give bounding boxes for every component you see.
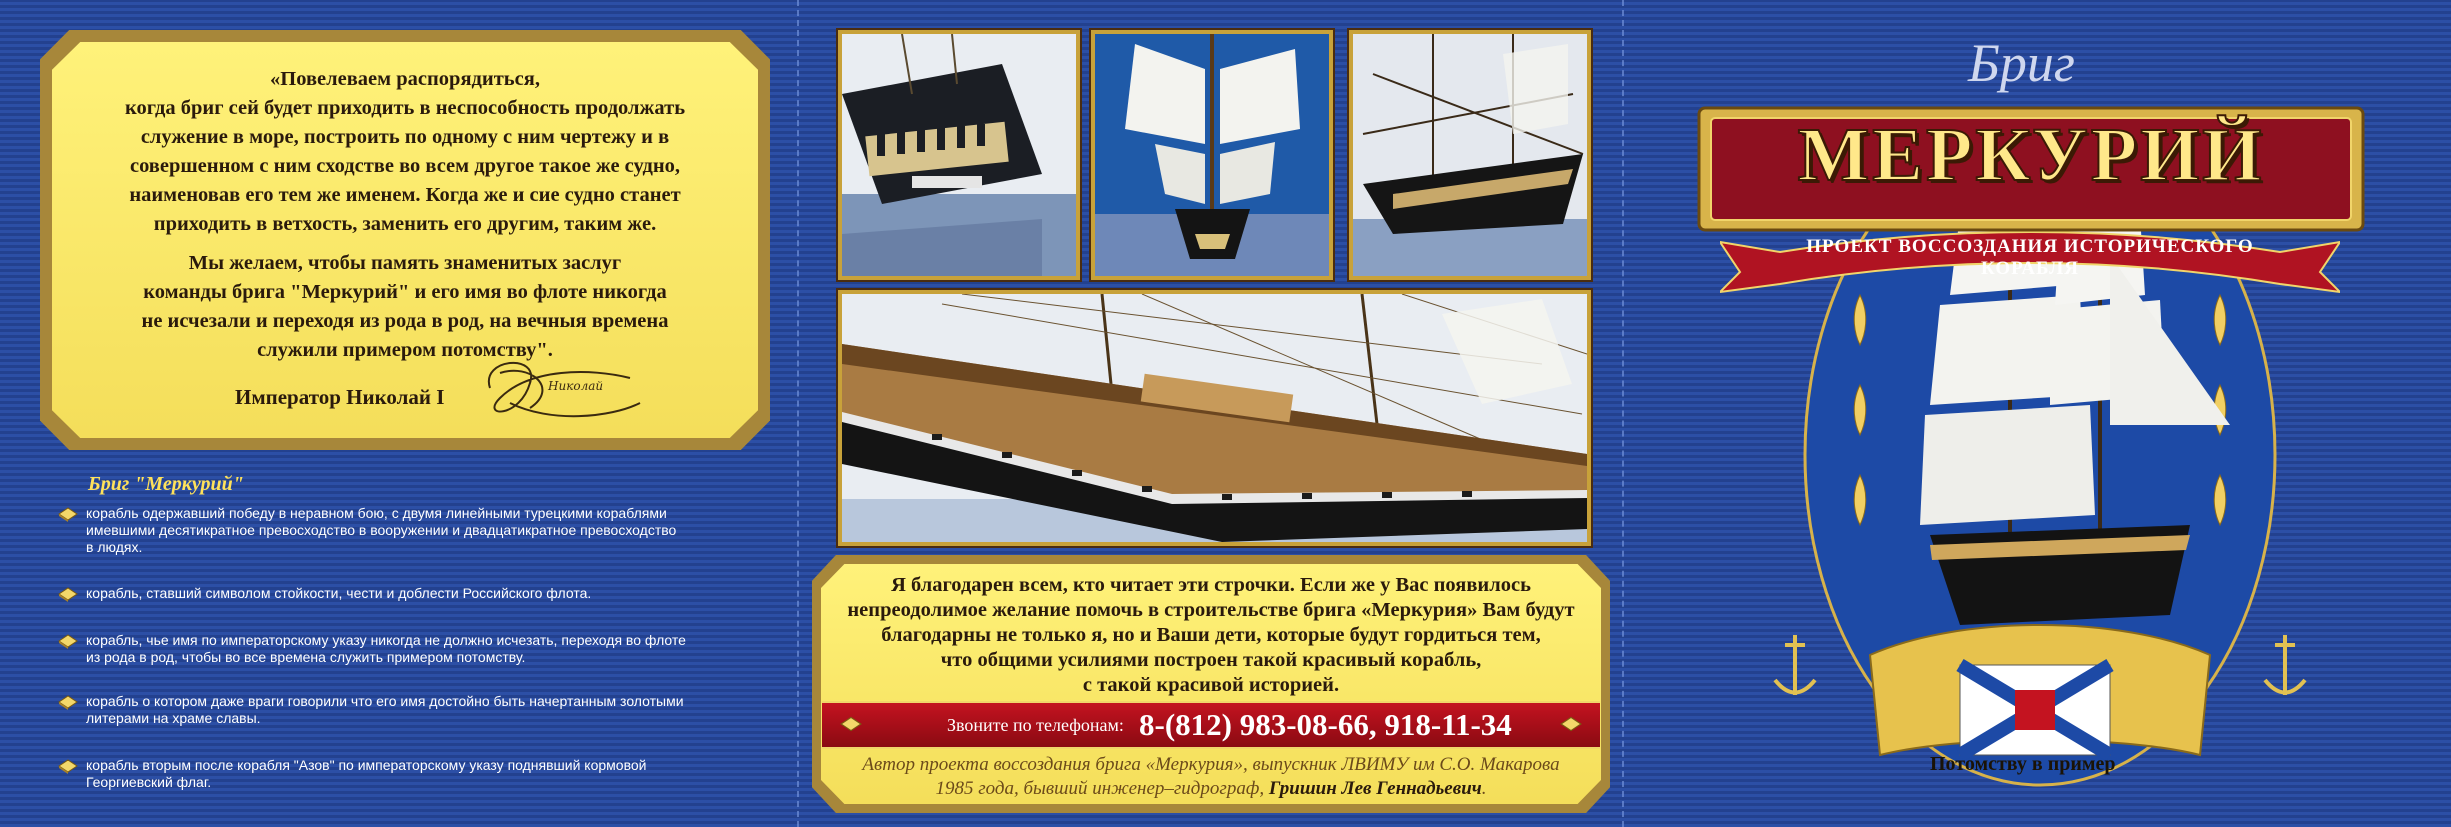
gold-bullet-icon: [58, 633, 78, 649]
phone-label: Звоните по телефонам:: [947, 715, 1124, 735]
author-end: .: [1481, 778, 1487, 799]
list-item: [56, 693, 736, 727]
ribbon-text: ПРОЕКТ ВОССОЗДАНИЯ ИСТОРИЧЕСКОГО КОРАБЛЯ: [1806, 236, 2254, 279]
gold-bullet-icon: [58, 506, 78, 522]
phone-bar: [822, 701, 1600, 749]
photo-side: [1349, 30, 1591, 280]
quote-signer: Император Николай I: [235, 385, 445, 409]
thanks-line: благодарны не только я, но и Ваши дети, которые будут гордиться тем,: [881, 624, 1541, 646]
ship-name-title: МЕРКУРИЙ: [1797, 113, 2265, 197]
photo-bow: [1091, 30, 1333, 280]
thanks-message: [842, 573, 1580, 698]
author-line: 1985 года, бывший инженер–гидрограф,: [935, 778, 1265, 799]
author-line: Автор проекта воссоздания брига «Меркурия», выпускник ЛВИМУ им С.О. Макарова: [862, 754, 1560, 775]
photo-deck-model: [838, 290, 1591, 546]
fact-text: корабль вторым после корабля "Азов" по императорскому указу поднявший кормовой: [86, 757, 647, 773]
phone-numbers[interactable]: 8-(812) 983-08-66, 918-11-34: [1139, 707, 1512, 742]
thanks-line: что общими усилиями построен такой красивый корабль,: [940, 649, 1482, 671]
fold-line-right: [1622, 0, 1624, 827]
gold-bullet-icon: [58, 694, 78, 710]
fact-text: из рода в род, чтобы во все времена служить примером потомству.: [86, 649, 526, 665]
fact-text: Георгиевский флаг.: [86, 774, 212, 790]
signature-text: Николай: [548, 379, 604, 393]
gold-bullet-icon: [1560, 715, 1582, 733]
st-andrew-flag-icon: [1960, 665, 2110, 755]
quote-line: Мы желаем, чтобы память знаменитых заслуг: [188, 252, 622, 274]
thanks-line: Я благодарен всем, кто читает эти строчки. Если же у Вас появилось: [891, 574, 1531, 596]
quote-line: служили примером потомству".: [257, 339, 553, 361]
thanks-plaque: [812, 555, 1610, 813]
thanks-line: непреодолимое желание помочь в строительстве брига «Меркурия» Вам будут: [847, 599, 1575, 621]
quote-line: когда бриг сей будет приходить в неспособность продолжать: [124, 97, 686, 119]
facts-title: Бриг "Меркурий": [88, 473, 244, 495]
quote-line: приходить в ветхость, заменить его другим, таким же.: [153, 213, 657, 235]
cover-brig-word: Бриг: [1968, 33, 2075, 93]
cover-motto: Потомству в пример: [1930, 753, 2116, 775]
quote-line: совершенном с ним сходстве во всем другое такое же судно,: [129, 155, 681, 177]
fact-text: корабль, чье имя по императорскому указу никогда не должно исчезать, переходя во флоте: [86, 632, 686, 648]
gold-bullet-icon: [58, 758, 78, 774]
author-credit: [832, 753, 1590, 801]
fact-text: корабль одержавший победу в неравном бою, с двумя линейными турецкими кораблями: [86, 505, 667, 521]
decree-quote: [80, 65, 730, 375]
quote-line: не исчезали и переходя из рода в род, на вечныя времена: [141, 310, 669, 332]
author-name: Гришин Лев Геннадьевич: [1268, 778, 1482, 799]
gold-bullet-icon: [840, 715, 862, 733]
fact-text: имевшими десятикратное превосходство в вооружении и двадцатикратное превосходство: [86, 522, 677, 538]
fact-text: корабль о котором даже враги говорили что его имя достойно быть начертанным золотыми: [86, 693, 684, 709]
gold-bullet-icon: [58, 586, 78, 602]
quote-line: команды брига "Меркурий" и его имя во флоте никогда: [143, 281, 667, 303]
fact-text: в людях.: [86, 539, 143, 555]
list-item: [56, 632, 736, 666]
fact-text: литерами на храме славы.: [86, 710, 261, 726]
fold-line-left: [797, 0, 799, 827]
quote-line: «Повелеваем распорядиться,: [270, 68, 540, 90]
photo-stern: [838, 30, 1080, 280]
list-item: [56, 757, 736, 791]
list-item: [56, 585, 736, 602]
list-item: [56, 505, 736, 556]
quote-line: наименовав его тем же именем. Когда же и сие судно станет: [129, 184, 681, 206]
thanks-line: с такой красивой историей.: [1082, 674, 1340, 696]
quote-line: служение в море, построить по одному с ним чертежу и в: [140, 126, 670, 148]
quote-plaque: [40, 30, 770, 450]
fact-text: корабль, ставший символом стойкости, чести и доблести Российского флота.: [86, 585, 592, 601]
signature-icon: [470, 348, 650, 428]
